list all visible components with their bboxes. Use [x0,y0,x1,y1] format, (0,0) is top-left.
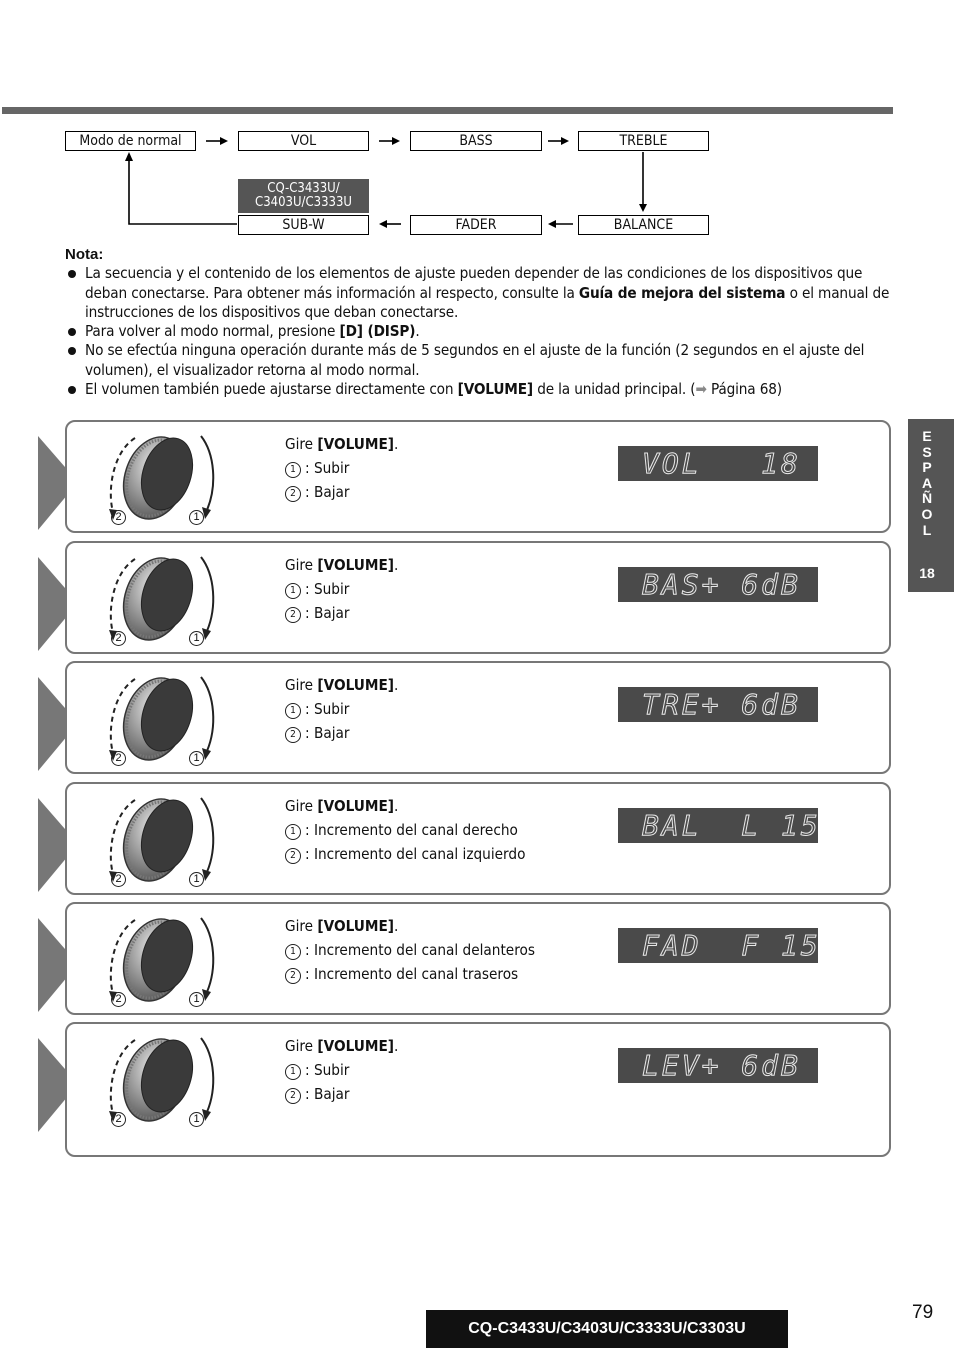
knob-label-2: 2 [111,872,126,887]
step-key: [VOLUME] [317,556,395,574]
note-text: El volumen también puede ajustarse directamente con [85,380,458,398]
flow-balance: BALANCE [578,215,709,235]
circle-number: 1 [285,462,301,478]
volume-knob [97,551,227,651]
volume-knob [97,671,227,771]
flow-fader: FADER [410,215,542,235]
knob-label-1: 1 [189,1112,204,1127]
top-rule [2,107,893,114]
step-turn-text: Gire [285,556,318,574]
step-option-1 [285,697,398,721]
note-bold: [D] (DISP) [339,322,416,340]
step-option-1 [285,938,535,962]
step-turn-text: Gire [285,676,318,694]
lcd-display [618,928,821,963]
tab-letter: O [921,505,933,522]
tab-letter: P [922,459,932,476]
circle-number: 2 [285,727,301,743]
step-key: [VOLUME] [317,917,395,935]
step-dot: . [394,676,399,694]
knob-label-2: 2 [111,751,126,766]
step-turn-line [285,914,535,938]
footer-model: CQ-C3433U/C3403U/C3333U/C3303U [426,1310,788,1348]
step-option-text: : Bajar [305,604,350,622]
step-dot: . [394,556,399,574]
step-option-1 [285,456,398,480]
knob-label-1: 1 [189,751,204,766]
lcd-text: VOL 18 [642,447,801,480]
step-option-text: : Subir [305,700,350,718]
step-turn-line [285,553,398,577]
step-box [65,1022,891,1157]
circle-number: 2 [285,1088,301,1104]
step-instructions [285,1034,398,1106]
step-turn-text: Gire [285,435,318,453]
step-option-text: : Bajar [305,724,350,742]
note-text: La secuencia y el contenido de los elementos de ajuste pueden depender de las condiciones de los dispositivos que deban conectarse. Para obtener más información al respecto, consulte la [85,264,863,302]
circle-number: 1 [285,944,301,960]
step-option-text: : Incremento del canal traseros [305,965,519,983]
lcd-display [618,446,818,481]
step-box [65,420,891,533]
circle-number: 2 [285,607,301,623]
step-instructions [285,432,398,504]
step-turn-text: Gire [285,917,318,935]
step-option-text: : Incremento del canal derecho [305,821,518,839]
step-turn-line [285,432,398,456]
knob-label-2: 2 [111,992,126,1007]
note-item-4 [85,380,890,400]
step-turn-line [285,794,525,818]
note-text: de la unidad principal. ( [533,380,696,398]
note-item-3: No se efectúa ninguna operación durante más de 5 segundos en el ajuste de la función (2 segundos en el ajuste del volumen), el visualizador retorna al modo normal. [85,341,865,379]
tab-letter: S [922,443,932,460]
tab-letter: Ñ [921,490,933,507]
flow-treble: TREBLE [578,131,709,151]
step-option-text: : Bajar [305,483,350,501]
note-item-1 [85,264,890,323]
flow-model-note-line2: C3403U/C3333U [255,195,352,210]
note-item-2 [85,322,890,342]
step-option-2 [285,842,525,866]
knob-label-1: 1 [189,631,204,646]
step-turn-line [285,673,398,697]
knob-label-2: 2 [111,631,126,646]
tab-letter: E [922,428,932,444]
step-option-text: : Incremento del canal izquierdo [305,845,526,863]
step-dot: . [394,1037,399,1055]
step-option-2 [285,721,398,745]
step-instructions [285,914,535,986]
step-option-1 [285,1058,398,1082]
language-tab-letters [908,429,946,538]
circle-number: 2 [285,848,301,864]
note-title: Nota: [65,246,104,263]
step-key: [VOLUME] [317,1037,395,1055]
lcd-text: FAD F 15 [642,929,821,962]
step-option-text: : Subir [305,1061,350,1079]
language-tab-number: 18 [919,565,935,581]
step-option-1 [285,818,525,842]
flow-subw: SUB-W [238,215,369,235]
step-option-text: : Bajar [305,1085,350,1103]
flow-normal-mode: Modo de normal [65,131,196,151]
volume-knob [97,792,227,892]
flow-model-note-line1: CQ-C3433U/ [267,181,340,196]
volume-knob [97,430,227,530]
lcd-display [618,808,821,843]
step-option-text: : Subir [305,459,350,477]
step-dot: . [394,917,399,935]
step-turn-text: Gire [285,1037,318,1055]
step-dot: . [394,435,399,453]
bullet-icon [68,270,76,278]
circle-number: 1 [285,824,301,840]
circle-number: 2 [285,968,301,984]
knob-label-1: 1 [189,872,204,887]
note-bold: Guía de mejora del sistema [578,283,786,302]
note-text: Página 68) [706,380,782,398]
step-option-2 [285,962,535,986]
step-instructions [285,794,525,866]
step-key: [VOLUME] [317,435,395,453]
step-key: [VOLUME] [317,797,395,815]
step-instructions [285,673,398,745]
knob-label-1: 1 [189,510,204,525]
note-text: . [415,322,420,340]
bullet-icon [68,347,76,355]
flow-bass: BASS [410,131,542,151]
volume-knob [97,1032,227,1132]
step-option-2 [285,1082,398,1106]
lcd-text: BAL L 15 [642,809,821,842]
step-box [65,902,891,1015]
circle-number: 1 [285,703,301,719]
volume-knob [97,912,227,1012]
lcd-display [618,687,818,722]
step-turn-line [285,1034,398,1058]
lcd-display [618,1048,818,1083]
step-box [65,782,891,895]
flow-vol: VOL [238,131,369,151]
step-option-1 [285,577,398,601]
tab-letter: A [921,474,933,491]
page-number: 79 [912,1302,934,1323]
bullet-icon [68,386,76,394]
step-box [65,661,891,774]
knob-label-2: 2 [111,1112,126,1127]
step-option-2 [285,601,398,625]
step-key: [VOLUME] [317,676,395,694]
knob-label-2: 2 [111,510,126,525]
knob-label-1: 1 [189,992,204,1007]
step-option-text: : Subir [305,580,350,598]
note-text: Para volver al modo normal, presione [85,322,340,340]
note-text: o el manual de instrucciones de los dispositivos que deban conectarse. [85,283,890,321]
step-instructions [285,553,398,625]
circle-number: 1 [285,1064,301,1080]
lcd-text: TRE+ 6dB [642,688,801,721]
note-bold: [VOLUME] [457,380,533,398]
step-dot: . [394,797,399,815]
lcd-text: LEV+ 6dB [642,1049,801,1082]
bullet-icon [68,328,76,336]
page-arrow-icon: ➡ [695,380,707,398]
step-option-text: : Incremento del canal delanteros [305,941,535,959]
circle-number: 1 [285,583,301,599]
step-box [65,541,891,654]
step-option-2 [285,480,398,504]
tab-letter: L [922,521,932,538]
circle-number: 2 [285,486,301,502]
language-tab [908,419,954,592]
lcd-text: BAS+ 6dB [642,568,801,601]
lcd-display [618,567,818,602]
flow-arrows [0,120,720,230]
step-turn-text: Gire [285,797,318,815]
